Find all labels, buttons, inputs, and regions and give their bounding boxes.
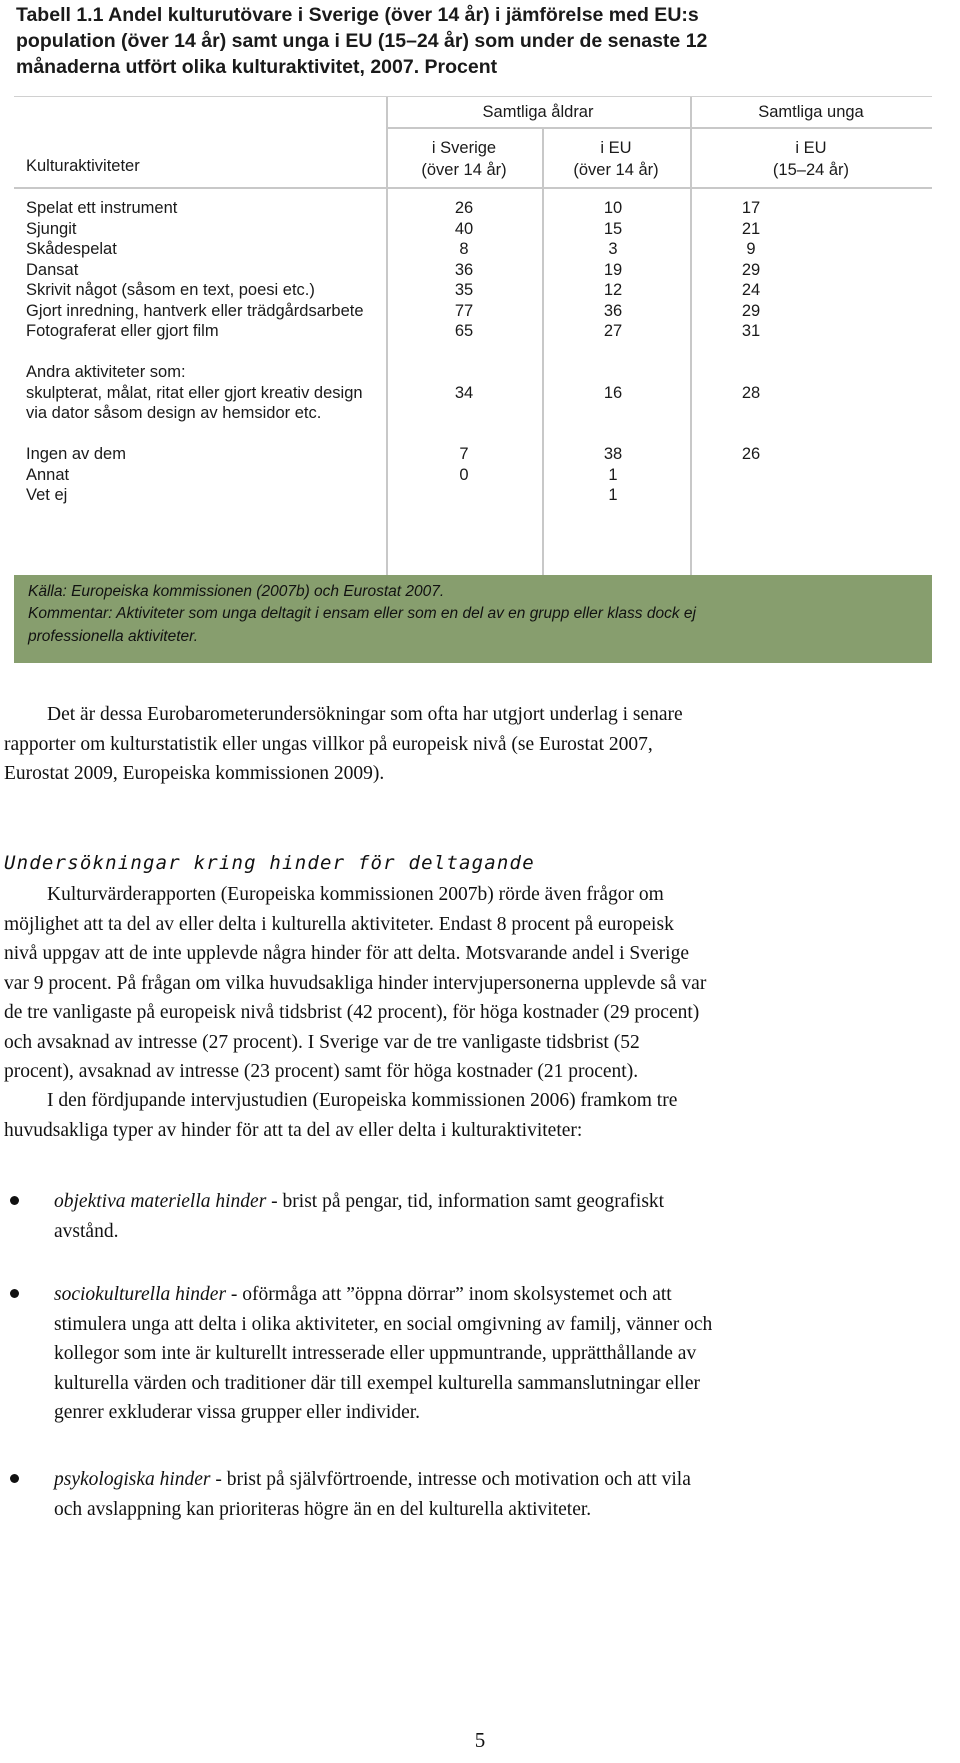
- source-line: Källa: Europeiska kommissionen (2007b) och Eurostat 2007.: [28, 583, 445, 600]
- paragraph-kulturvarde: [4, 880, 944, 1087]
- row-label: Skrivit något (såsom en text, poesi etc.): [26, 281, 315, 299]
- text-line: de tre vanligaste på europeisk nivå tidsbrist (42 procent), för höga kostnader (29 procent): [4, 1002, 700, 1023]
- cell-value: 9: [746, 240, 756, 258]
- cell-value: 16: [603, 384, 623, 402]
- table-divider: [690, 127, 932, 129]
- text-line: och avslappning kan prioriteras högre än en del kulturella aktiviteter.: [54, 1498, 592, 1520]
- table-title-line: Tabell 1.1 Andel kulturutövare i Sverige (över 14 år) i jämförelse med EU:s: [16, 4, 699, 26]
- cell-value: 24: [741, 281, 761, 299]
- text-line: stimulera unga att delta i olika aktiviteter, en social omgivning av familj, vänner och: [54, 1313, 713, 1335]
- cell-value: 40: [454, 220, 474, 238]
- text-line: Kulturvärderapporten (Europeiska kommissionen 2007b) rörde även frågor om: [47, 884, 664, 905]
- cell-value: 21: [741, 220, 761, 238]
- page-number: 5: [474, 1728, 486, 1752]
- group-header-all-ages: Samtliga åldrar: [482, 103, 594, 121]
- cell-value: 7: [459, 445, 469, 463]
- table-source-note: [14, 575, 932, 663]
- table-title: [16, 2, 916, 80]
- cell-value: 29: [741, 302, 761, 320]
- text-line: genrer exkluderar vissa grupper eller individer.: [54, 1402, 421, 1423]
- table-panel: [14, 96, 932, 576]
- cell-value: 28: [741, 384, 761, 402]
- column-header-line: i Sverige: [431, 139, 497, 157]
- bullet-icon: [10, 1289, 19, 1298]
- column-header-sweden: [386, 137, 542, 181]
- table-divider: [386, 127, 690, 129]
- text-line: Eurostat 2009, Europeiska kommissionen 2009).: [4, 763, 385, 784]
- row-header: Kulturaktiviteter: [26, 157, 140, 175]
- row-label: Vet ej: [26, 486, 68, 504]
- section-heading: Undersökningar kring hinder för deltagande: [4, 852, 535, 874]
- column-header-line: i EU: [600, 139, 632, 157]
- text-line: avstånd.: [54, 1220, 119, 1242]
- row-label: Gjort inredning, hantverk eller trädgårdsarbete: [26, 302, 364, 320]
- text-line: procent), avsaknad av intresse (23 procent) samt för höga kostnader (21 procent).: [4, 1061, 639, 1082]
- text-line: rapporter om kulturstatistik eller ungas villkor på europeisk nivå (se Eurostat 2007,: [4, 733, 653, 755]
- cell-value: 36: [603, 302, 623, 320]
- text-line: nivå uppgav att de inte upplevde några hinder för att delta. Motsvarande andel i Sverige: [4, 943, 689, 964]
- row-label: Sjungit: [26, 220, 77, 238]
- text-line: Det är dessa Eurobarometerundersökningar som ofta har utgjort underlag i senare: [47, 704, 683, 725]
- table-figure: [14, 0, 932, 665]
- cell-value: 38: [603, 445, 623, 463]
- cell-value: 17: [741, 199, 761, 217]
- column-header-line: (15–24 år): [772, 161, 850, 179]
- row-label: Skådespelat: [26, 240, 117, 258]
- cell-value: 0: [459, 466, 469, 484]
- text-line: var 9 procent. På frågan om vilka huvudsakliga hinder intervjupersonerna upplevde så var: [4, 972, 707, 994]
- cell-value: 1: [608, 486, 618, 504]
- table-title-line: population (över 14 år) samt unga i EU (15–24 år) som under de senaste 12: [16, 30, 708, 52]
- text-line: kulturella värden och traditioner där till exempel kulturella sammanslutningar eller: [54, 1372, 700, 1394]
- bullet-icon: [10, 1474, 19, 1483]
- source-line: Kommentar: Aktiviteter som unga deltagit i ensam eller som en del av en grupp eller klass dock ej: [28, 605, 696, 622]
- table-divider: [542, 127, 544, 576]
- bullet-term: objektiva materiella hinder: [54, 1191, 267, 1212]
- cell-value: 19: [603, 261, 623, 279]
- text-line: möjlighet att ta del av eller delta i kulturella aktiviteter. Endast 8 procent på europeisk: [4, 913, 674, 935]
- table-title-line: månaderna utfört olika kulturaktivitet, 2007. Procent: [16, 56, 498, 78]
- column-header-line: (över 14 år): [573, 161, 659, 179]
- cell-value: 36: [454, 261, 474, 279]
- text-line: I den fördjupande intervjustudien (Europeiska kommissionen 2006) framkom tre: [47, 1090, 678, 1111]
- column-header-line: (över 14 år): [421, 161, 507, 179]
- column-header-eu-young: [690, 137, 932, 181]
- cell-value: 3: [608, 240, 618, 258]
- cell-value: 27: [603, 322, 623, 340]
- group-header-all-young: Samtliga unga: [758, 103, 864, 121]
- cell-value: 26: [454, 199, 474, 217]
- row-label: Andra aktiviteter som:: [26, 363, 186, 381]
- bullet-text-rest: - brist på självförtroende, intresse och motivation och att vila: [210, 1469, 691, 1490]
- row-label: Spelat ett instrument: [26, 199, 178, 217]
- cell-value: 12: [603, 281, 623, 299]
- row-label: Fotograferat eller gjort film: [26, 322, 219, 340]
- cell-value: 26: [741, 445, 761, 463]
- paragraph-intervjustudie: [4, 1086, 944, 1145]
- bullet-term: psykologiska hinder: [54, 1469, 211, 1490]
- row-label: Annat: [26, 466, 70, 484]
- cell-value: 10: [603, 199, 623, 217]
- cell-value: 34: [454, 384, 474, 402]
- bullet-icon: [10, 1196, 19, 1205]
- cell-value: 35: [454, 281, 474, 299]
- bullet-term: sociokulturella hinder: [54, 1284, 227, 1305]
- bullet-text-rest: - brist på pengar, tid, information samt geografiskt: [266, 1191, 665, 1212]
- data-table: [14, 96, 932, 663]
- table-divider: [14, 187, 932, 189]
- cell-value: 15: [603, 220, 623, 238]
- cell-value: 1: [608, 466, 618, 484]
- row-label: skulpterat, målat, ritat eller gjort kreativ design: [26, 384, 363, 402]
- paragraph-eurobarometer: [4, 700, 944, 789]
- cell-value: 8: [459, 240, 469, 258]
- bullet-text-rest: - oförmåga att ”öppna dörrar” inom skolsystemet och att: [226, 1284, 672, 1305]
- column-header-line: i EU: [795, 139, 827, 157]
- cell-value: 29: [741, 261, 761, 279]
- text-line: huvudsakliga typer av hinder för att ta del av eller delta i kulturaktiviteter:: [4, 1119, 583, 1141]
- cell-value: 77: [454, 302, 474, 320]
- text-line: och avsaknad av intresse (27 procent). I Sverige var de tre vanligaste tidsbrist (52: [4, 1031, 640, 1053]
- column-header-eu: [542, 137, 690, 181]
- source-line: professionella aktiviteter.: [28, 628, 199, 645]
- row-label: via dator såsom design av hemsidor etc.: [26, 404, 322, 422]
- cell-value: 31: [741, 322, 761, 340]
- row-label: Ingen av dem: [26, 445, 126, 463]
- cell-value: 65: [454, 322, 474, 340]
- text-line: kollegor som inte är kulturellt intresserade eller uppmuntrande, upprätthållande av: [54, 1343, 697, 1364]
- row-label: Dansat: [26, 261, 79, 279]
